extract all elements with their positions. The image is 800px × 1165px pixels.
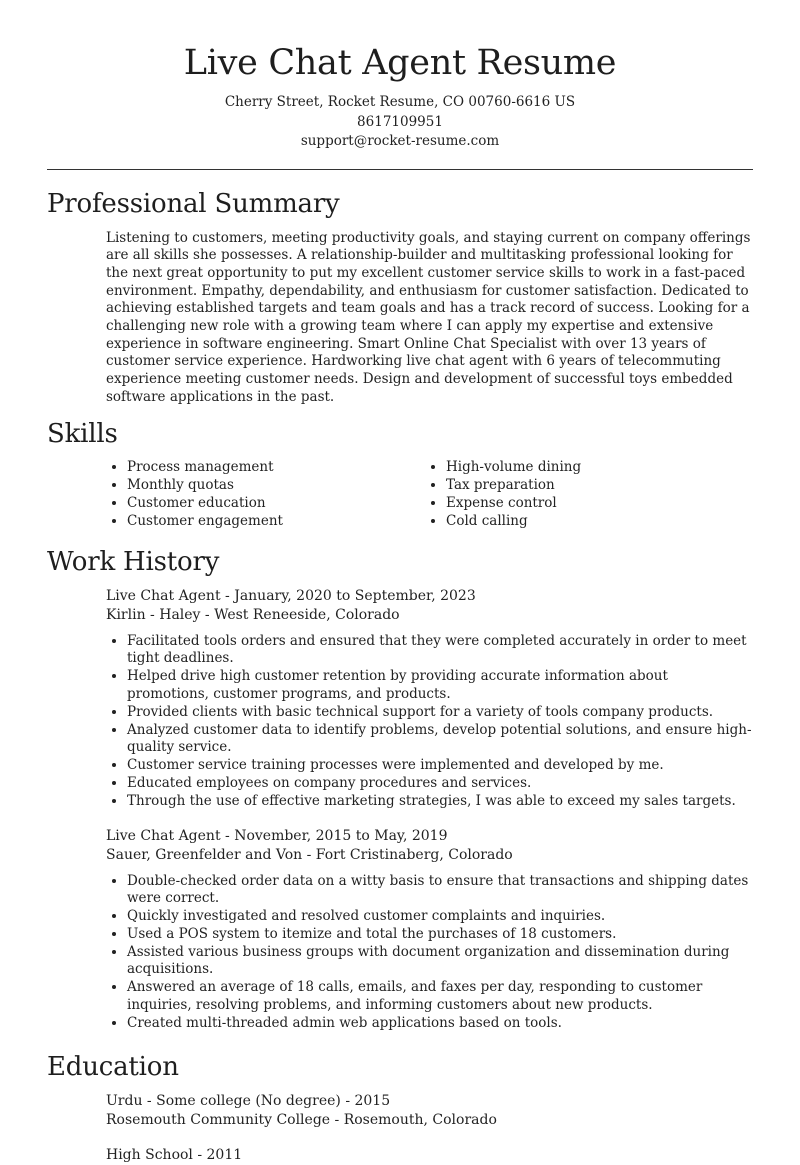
job-bullets (106, 633, 753, 811)
job-bullet: • Helped drive high customer retention by providing accurate information about promotions, customer programs, and products. (127, 668, 753, 704)
job-bullets (106, 873, 753, 1033)
skills-column-right (425, 458, 744, 530)
skill-item: • Cold calling (446, 512, 744, 530)
job-company-line: Kirlin - Haley - West Reneeside, Colorado (106, 606, 400, 623)
job-bullet: • Answered an average of 18 calls, emails, and faxes per day, responding to customer inquiries, resolving problems, and informing customers about new products. (127, 979, 753, 1015)
section-title-work-history: Work History (47, 546, 220, 577)
section-title-summary: Professional Summary (47, 188, 340, 219)
address: Cherry Street, Rocket Resume, CO 00760-6616 US (224, 94, 576, 110)
job-bullet: • Assisted various business groups with document organization and dissemination during acquisitions. (127, 944, 753, 980)
education-entry (106, 1146, 753, 1165)
skill-item: • Process management (127, 458, 425, 476)
job-title-line: Live Chat Agent - January, 2020 to September, 2023 (106, 587, 476, 604)
job-bullet: • Double-checked order data on a witty basis to ensure that transactions and shipping dates were correct. (127, 873, 753, 909)
contact-info (47, 93, 753, 152)
skill-item: • Expense control (446, 494, 744, 512)
email: support@rocket-resume.com (300, 133, 500, 149)
section-title-education: Education (47, 1051, 179, 1082)
job-bullet: • Created multi-threaded admin web applications based on tools. (127, 1015, 753, 1033)
education-school-line: Rosemouth Community College - Rosemouth, Colorado (106, 1111, 497, 1128)
skill-item: • Customer education (127, 494, 425, 512)
job-entry (106, 587, 753, 811)
summary-text: Listening to customers, meeting productivity goals, and staying current on company offerings are all skills she possesses. A relationship-builder and multitasking professional looking for the next great opportunity to put my excellent customer service skills to work in a fast-paced environment. Empathy, dependability, and enthusiasm for customer satisfaction. Dedicated to achieving established targets and team goals and has a track record of success. Looking for a challenging new role with a growing team where I can apply my expertise and extensive experience in software engineering. Smart Online Chat Specialist with over 13 years of customer service experience. Hardworking live chat agent with 6 years of telecommuting experience meeting customer needs. Design and development of successful toys embedded software applications in the past. (106, 229, 751, 405)
skills-column-left (106, 458, 425, 530)
job-bullet: • Analyzed customer data to identify problems, develop potential solutions, and ensure high-quality service. (127, 722, 753, 758)
job-bullet: • Educated employees on company procedures and services. (127, 775, 753, 793)
section-title-skills: Skills (47, 418, 118, 449)
education-entry (106, 1092, 753, 1130)
job-bullet: • Customer service training processes were implemented and developed by me. (127, 757, 753, 775)
education-degree-line: High School - 2011 (106, 1146, 243, 1163)
job-bullet: • Provided clients with basic technical support for a variety of tools company products. (127, 704, 753, 722)
phone: 8617109951 (357, 113, 443, 130)
skill-item: • Customer engagement (127, 512, 425, 530)
job-company-line: Sauer, Greenfelder and Von - Fort Cristinaberg, Colorado (106, 846, 513, 863)
job-bullet: • Used a POS system to itemize and total the purchases of 18 customers. (127, 926, 753, 944)
skill-item: • High-volume dining (446, 458, 744, 476)
skill-item: • Tax preparation (446, 476, 744, 494)
resume-title: Live Chat Agent Resume (183, 43, 617, 83)
job-bullet: • Through the use of effective marketing strategies, I was able to exceed my sales targets. (127, 793, 753, 811)
job-bullet: • Quickly investigated and resolved customer complaints and inquiries. (127, 908, 753, 926)
header-divider (47, 169, 753, 170)
job-entry (106, 827, 753, 1033)
education-degree-line: Urdu - Some college (No degree) - 2015 (106, 1092, 391, 1109)
skills-list (106, 458, 753, 530)
skill-item: • Monthly quotas (127, 476, 425, 494)
job-title-line: Live Chat Agent - November, 2015 to May, 2019 (106, 827, 448, 844)
job-bullet: • Facilitated tools orders and ensured that they were completed accurately in order to meet tight deadlines. (127, 633, 753, 669)
